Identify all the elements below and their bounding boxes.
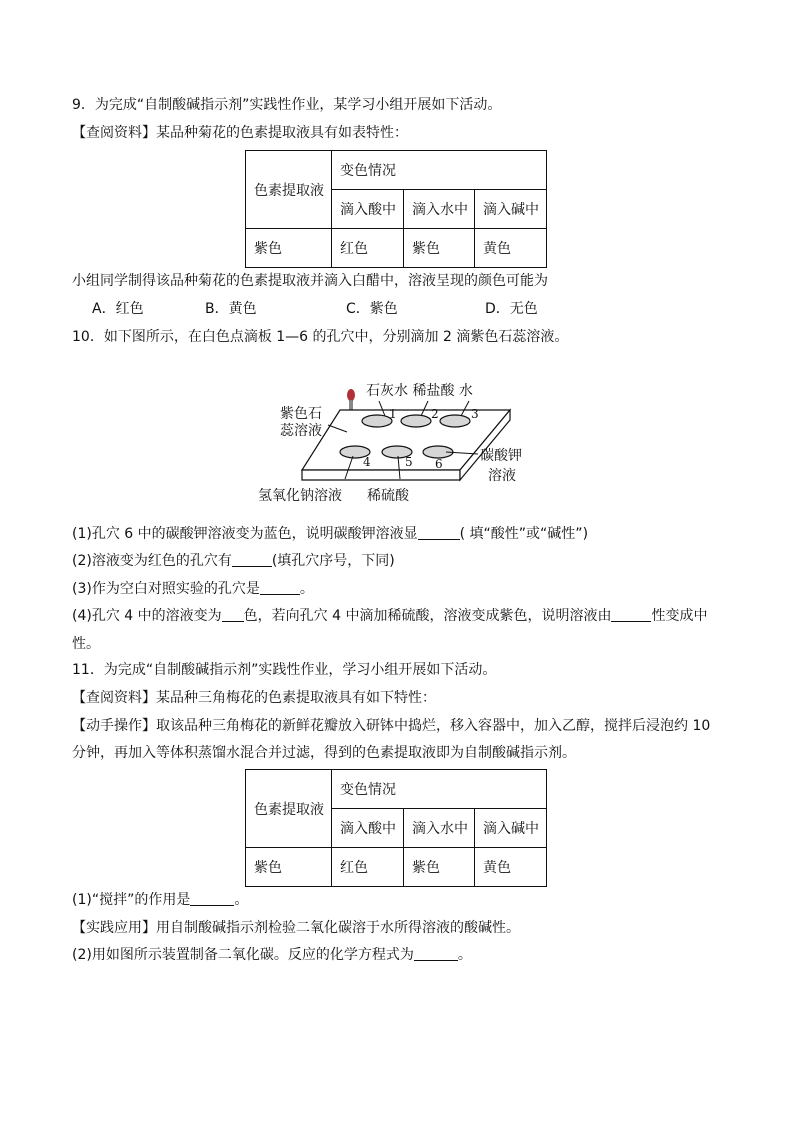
answer-blank[interactable] — [414, 946, 458, 961]
label-left-2: 蕊溶液 — [280, 423, 322, 439]
table-row-label: 紫色 — [246, 229, 332, 268]
q11-sub2: (2)用如图所示装置制备二氧化碳。反应的化学方程式为 。 — [72, 947, 472, 963]
label-top: 石灰水 稀盐酸 水 — [366, 383, 473, 399]
answer-blank[interactable] — [190, 891, 234, 906]
option-c: C．紫色 — [346, 301, 398, 317]
table-col-header: 滴入碱中 — [475, 809, 547, 848]
q11-property-table — [245, 769, 547, 887]
option-a: A．红色 — [92, 301, 144, 317]
answer-blank[interactable] — [232, 552, 272, 567]
answer-blank[interactable] — [611, 607, 651, 622]
table-col-header: 滴入酸中 — [332, 190, 404, 229]
table-cell: 紫色 — [404, 229, 475, 268]
table-col-header: 滴入水中 — [404, 190, 475, 229]
well-number: 3 — [471, 407, 479, 421]
q9-property-table — [245, 150, 547, 268]
answer-blank[interactable] — [418, 525, 460, 540]
q9-info: 【查阅资料】某品种菊花的色素提取液具有如表特性： — [72, 125, 408, 141]
q11-stem: 11．为完成“自制酸碱指示剂”实践性作业，学习小组开展如下活动。 — [72, 662, 497, 678]
q9-question: 小组同学制得该品种菊花的色素提取液并滴入白醋中，溶液呈现的颜色可能为 — [72, 273, 548, 289]
q11-info: 【查阅资料】某品种三角梅花的色素提取液具有如下特性： — [72, 690, 436, 706]
well-2-icon — [401, 415, 431, 427]
option-b: B．黄色 — [205, 301, 257, 317]
q11-operation-line2: 分钟，再加入等体积蒸馏水混合并过滤，得到的色素提取液即为自制酸碱指示剂。 — [72, 745, 576, 761]
spot-plate-figure — [250, 370, 550, 520]
label-bottom-2: 稀硫酸 — [367, 488, 409, 504]
table-col-header: 滴入水中 — [404, 809, 475, 848]
table-cell: 红色 — [332, 848, 404, 887]
table-row-header: 色素提取液 — [246, 151, 332, 229]
well-number: 6 — [435, 457, 443, 471]
table-col-header: 滴入酸中 — [332, 809, 404, 848]
well-number: 5 — [405, 455, 413, 469]
answer-blank[interactable] — [222, 607, 244, 622]
table-row-label: 紫色 — [246, 848, 332, 887]
q10-sub4: (4)孔穴 4 中的溶液变为 色，若向孔穴 4 中滴加稀硫酸，溶液变成紫色，说明溶液由 性变成中 — [72, 608, 708, 624]
q11-sub1: (1)“搅拌”的作用是 。 — [72, 892, 249, 908]
label-left-1: 紫色石 — [280, 406, 322, 422]
well-number: 2 — [431, 407, 439, 421]
table-group-header: 变色情况 — [332, 770, 547, 809]
table-cell: 紫色 — [404, 848, 475, 887]
q9-stem: 9．为完成“自制酸碱指示剂”实践性作业，某学习小组开展如下活动。 — [72, 97, 502, 113]
table-cell: 黄色 — [475, 848, 547, 887]
well-number: 4 — [363, 455, 371, 469]
q11-operation-line1: 【动手操作】取该品种三角梅花的新鲜花瓣放入研钵中捣烂，移入容器中，加入乙醇，搅拌后浸泡约 10 — [72, 718, 711, 734]
well-number: 1 — [389, 407, 397, 421]
answer-blank[interactable] — [260, 580, 300, 595]
table-group-header: 变色情况 — [332, 151, 547, 190]
label-right-2: 溶液 — [488, 468, 516, 484]
q10-sub1: (1)孔穴 6 中的碳酸钾溶液变为蓝色，说明碳酸钾溶液显 ( 填“酸性”或“碱性”) — [72, 526, 589, 542]
q10-sub4-cont: 性。 — [72, 636, 100, 652]
q10-sub2: (2)溶液变为红色的孔穴有 (填孔穴序号，下同) — [72, 553, 395, 569]
q11-application: 【实践应用】用自制酸碱指示剂检验二氧化碳溶于水所得溶液的酸碱性。 — [72, 920, 520, 936]
table-row-header: 色素提取液 — [246, 770, 332, 848]
q10-sub3: (3)作为空白对照实验的孔穴是 。 — [72, 581, 314, 597]
table-cell: 红色 — [332, 229, 404, 268]
table-cell: 黄色 — [475, 229, 547, 268]
well-3-icon — [440, 415, 470, 427]
option-d: D．无色 — [485, 301, 538, 317]
table-col-header: 滴入碱中 — [475, 190, 547, 229]
label-right-1: 碳酸钾 — [480, 448, 522, 464]
label-bottom-1: 氢氧化钠溶液 — [258, 488, 342, 504]
q10-stem: 10．如下图所示，在白色点滴板 1—6 的孔穴中，分别滴加 2 滴紫色石蕊溶液。 — [72, 329, 569, 345]
well-1-icon — [362, 415, 392, 427]
